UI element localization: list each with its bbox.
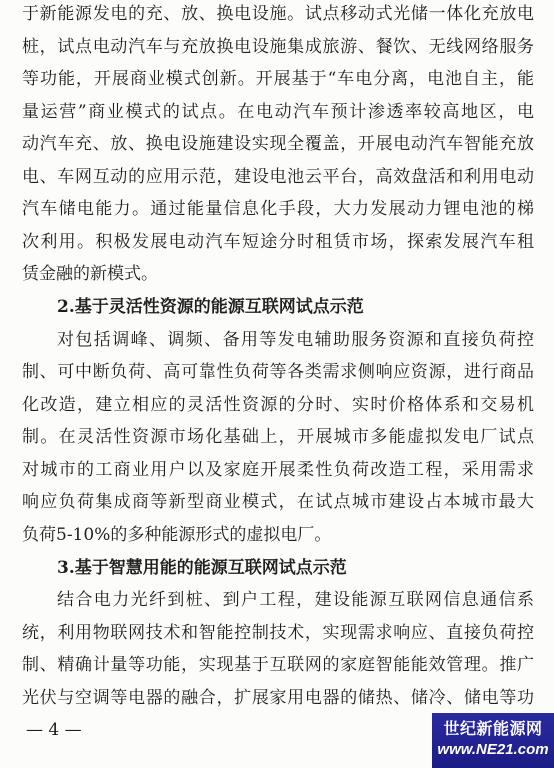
text-line: 赁金融的新模式。 [22, 264, 158, 284]
text-line: 桩，试点电动汽车与充放换电设施集成旅游、餐饮、无线网络服务 [22, 37, 534, 57]
page-number: — 4 — [26, 720, 82, 740]
text-line: 制、可中断负荷、高可靠性负荷等各类需求侧响应资源，进行商品 [22, 362, 534, 382]
section-heading: 3.基于智慧用能的能源互联网试点示范 [57, 558, 347, 578]
text-line: 制、精确计量等功能，实现基于互联网的家庭智能能效管理。推广 [22, 655, 534, 675]
text-line: 光伏与空调等电器的融合，扩展家用电器的储热、储冷、储电等功 [22, 688, 534, 708]
text-line: 响应负荷集成商等新型商业模式，在试点城市建设占本城市最大 [22, 492, 534, 512]
text-line: 汽车储电能力。通过能量信息化手段，大力发展动力锂电池的梯 [22, 199, 534, 219]
text-line: 等功能，开展商业模式创新。开展基于“车电分离，电池自主，能 [22, 69, 534, 89]
section-heading: 2.基于灵活性资源的能源互联网试点示范 [57, 297, 364, 317]
text-line: 于新能源发电的充、放、换电设施。试点移动式光储一体化充放电 [22, 4, 534, 24]
text-line: 对城市的工商业用户以及家庭开展柔性负荷改造工程，采用需求 [22, 460, 534, 480]
text-line: 化改造，建立相应的灵活性资源的分时、实时价格体系和交易机 [22, 395, 534, 415]
text-line: 对包括调峰、调频、备用等发电辅助服务资源和直接负荷控 [57, 330, 534, 350]
watermark-title: 世纪新能源网 [443, 721, 543, 738]
watermark-url: www.NE21.com [437, 741, 549, 758]
text-line: 负荷5-10%的多种能源形式的虚拟电厂。 [22, 525, 332, 545]
text-line: 量运营”商业模式的试点。在电动汽车预计渗透率较高地区，电 [22, 102, 534, 122]
text-line: 制。在灵活性资源市场化基础上，开展城市多能虚拟发电厂试点 [22, 427, 534, 447]
text-line: 电、车网互动的应用示范，建设电池云平台，高效盘活和利用电动 [22, 167, 534, 187]
text-line: 动汽车充、放、换电设施建设实现全覆盖，开展电动汽车智能充放 [22, 134, 534, 154]
text-line: 次利用。积极发展电动汽车短途分时租赁市场，探索发展汽车租 [22, 232, 534, 252]
text-line: 结合电力光纤到桩、到户工程，建设能源互联网信息通信系 [57, 590, 534, 610]
text-line: 统，利用物联网技术和智能控制技术，实现需求响应、直接负荷控 [22, 623, 534, 643]
site-watermark-logo [432, 713, 554, 768]
